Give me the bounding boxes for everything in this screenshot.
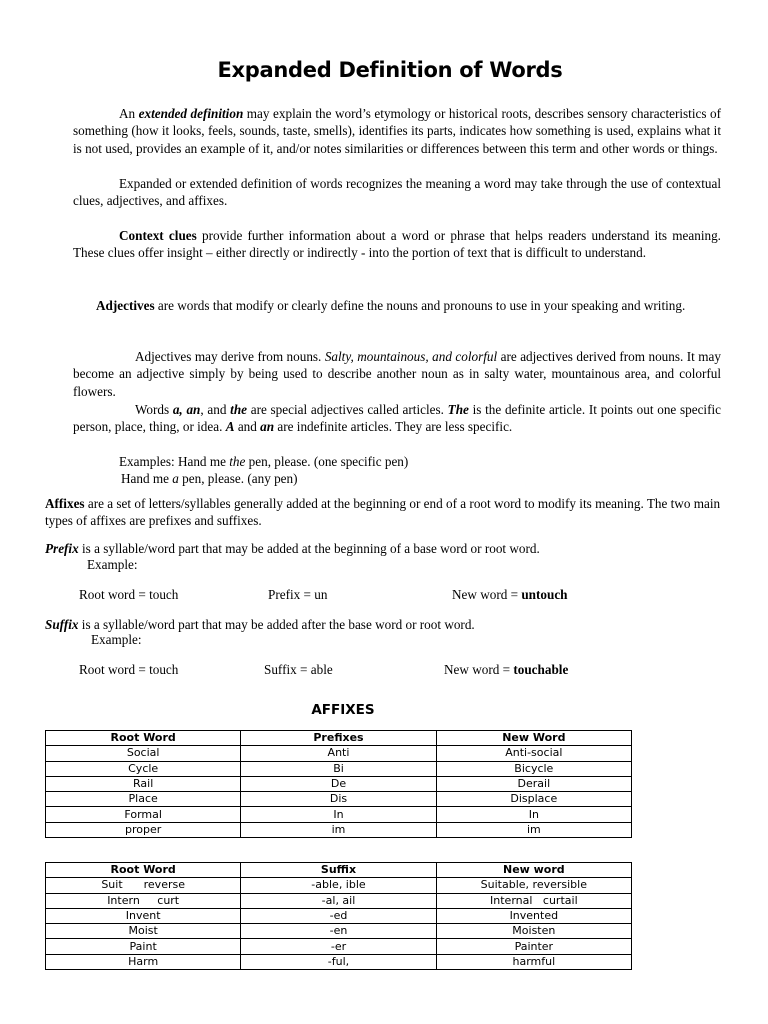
- table-row: [46, 908, 632, 923]
- table-cell: im: [436, 822, 631, 837]
- prefix-example-label: Example:: [87, 557, 138, 572]
- suffix-text: is a syllable/word part that may be added after the base word or root word.: [78, 617, 475, 632]
- affixes-text: are a set of letters/syllables generally added at the beginning or end of a root word to modify its meaning. The two main types of affixes are prefixes and suffixes.: [45, 496, 721, 529]
- table-cell: Formal: [46, 807, 241, 822]
- table-cell: Place: [46, 792, 241, 807]
- table-cell: harmful: [436, 954, 631, 969]
- extended-definition-term: extended definition: [138, 106, 244, 121]
- table-cell: Painter: [436, 939, 631, 954]
- context-clues-text: provide further information about a word or phrase that helps readers understand its meaning. These clues offer insight – either directly or indirectly - into the portion of text that is difficult to understand.: [73, 228, 721, 261]
- suffix-new-word-value: touchable: [513, 662, 569, 677]
- prefix-paragraph: [45, 540, 721, 557]
- table-cell: -er: [241, 939, 436, 954]
- table-cell: Anti-social: [436, 746, 631, 761]
- column-header: Root Word: [46, 731, 241, 746]
- article-the: the: [230, 402, 248, 417]
- adjectives-paragraph: [73, 297, 721, 314]
- column-header: Prefixes: [241, 731, 436, 746]
- table-cell: Displace: [436, 792, 631, 807]
- table-cell: Rail: [46, 776, 241, 791]
- p1-lead: An: [119, 106, 139, 121]
- table-cell: im: [241, 822, 436, 837]
- example-2-lead: Hand me: [121, 471, 173, 486]
- example-1-article: the: [229, 454, 246, 469]
- table-cell: Suit reverse: [46, 878, 241, 893]
- table-cell: Social: [46, 746, 241, 761]
- context-clues-paragraph: [73, 227, 721, 262]
- table-row: [46, 807, 632, 822]
- suffix-term: Suffix: [45, 617, 79, 632]
- p6-d: is the definite article. It points out one specific person, place, thing, or idea.: [73, 402, 721, 435]
- p6-b: , and: [200, 402, 231, 417]
- suffix-new-word-label: New word =: [444, 662, 514, 677]
- prefix-root-word: Root word = touch: [79, 587, 179, 602]
- example-2-tail: pen, please. (any pen): [178, 471, 298, 486]
- affixes-term: Affixes: [45, 496, 85, 511]
- table-cell: -ful,: [241, 954, 436, 969]
- suffix-example-label: Example:: [91, 632, 142, 647]
- table-header-row: [46, 863, 632, 878]
- prefix-term: Prefix: [45, 541, 79, 556]
- example-line-2: [121, 470, 298, 487]
- table-cell: Invented: [436, 908, 631, 923]
- p5-body: are adjectives derived from nouns. It may become an adjective simply by being used to describe another noun as in salty water, mountainous area, and colorful flowers.: [73, 349, 721, 399]
- table-row: [46, 822, 632, 837]
- table-row: [46, 939, 632, 954]
- table-cell: proper: [46, 822, 241, 837]
- table-cell: Dis: [241, 792, 436, 807]
- table-cell: Harm: [46, 954, 241, 969]
- expanded-definition-paragraph: [73, 175, 721, 210]
- adjectives-term: Adjectives: [96, 298, 155, 313]
- prefix-value: Prefix = un: [268, 587, 328, 602]
- table-cell: In: [436, 807, 631, 822]
- prefix-table: [45, 730, 632, 838]
- table-header-row: [46, 731, 632, 746]
- p5-lead: Adjectives may derive from nouns.: [135, 349, 325, 364]
- affixes-heading: AFFIXES: [311, 702, 375, 718]
- suffix-paragraph: [45, 616, 721, 633]
- table-cell: -able, ible: [241, 878, 436, 893]
- table-cell: Bi: [241, 761, 436, 776]
- extended-definition-paragraph: [73, 105, 721, 157]
- table-cell: Suitable, reversible: [436, 878, 631, 893]
- table-cell: Moisten: [436, 924, 631, 939]
- suffix-value: Suffix = able: [264, 662, 333, 677]
- suffix-root-word: Root word = touch: [79, 662, 179, 677]
- table-row: [46, 924, 632, 939]
- table-cell: Invent: [46, 908, 241, 923]
- table-cell: In: [241, 807, 436, 822]
- p6-e: and: [234, 419, 261, 435]
- p1-body: may explain the word’s etymology or historical roots, describes sensory characteristics of something (how it looks, feels, sounds, taste, smells), identifies its parts, indicates how something is used, explains what it is not used, provides an example of it, and/or notes similarities or differences between this term and other words or things.: [73, 106, 721, 156]
- p2-text: Expanded or extended definition of words recognizes the meaning a word may take through the use of contextual clues, adjectives, and affixes.: [73, 176, 721, 209]
- adjectives-text: are words that modify or clearly define the nouns and pronouns to use in your speaking and writing.: [154, 298, 686, 313]
- table-cell: -en: [241, 924, 436, 939]
- suffix-new-word: [444, 661, 568, 678]
- affixes-paragraph: [45, 495, 721, 530]
- page-title: Expanded Definition of Words: [217, 58, 563, 82]
- column-header: Root Word: [46, 863, 241, 878]
- table-cell: Paint: [46, 939, 241, 954]
- table-cell: Anti: [241, 746, 436, 761]
- table-cell: Cycle: [46, 761, 241, 776]
- table-cell: Internal curtail: [436, 893, 631, 908]
- prefix-new-word-value: untouch: [521, 587, 568, 602]
- adjectives-nouns-paragraph: [73, 348, 721, 400]
- prefix-new-word: [452, 586, 568, 603]
- articles-paragraph: [73, 401, 721, 436]
- example-line-1: [119, 453, 408, 470]
- article-a-an: a, an: [172, 402, 201, 417]
- context-clues-term: Context clues: [119, 228, 197, 243]
- column-header: New word: [436, 863, 631, 878]
- table-row: [46, 954, 632, 969]
- article-an: an: [260, 419, 275, 435]
- column-header: New Word: [436, 731, 631, 746]
- table-cell: De: [241, 776, 436, 791]
- column-header: Suffix: [241, 863, 436, 878]
- table-row: [46, 878, 632, 893]
- p6-a: Words: [135, 402, 173, 417]
- table-cell: -al, ail: [241, 893, 436, 908]
- p6-c: are special adjectives called articles.: [247, 402, 448, 417]
- table-cell: Bicycle: [436, 761, 631, 776]
- table-cell: Moist: [46, 924, 241, 939]
- adjective-examples: Salty, mountainous, and colorful: [324, 349, 498, 364]
- table-row: [46, 761, 632, 776]
- table-row: [46, 776, 632, 791]
- table-row: [46, 792, 632, 807]
- table-row: [46, 746, 632, 761]
- table-cell: -ed: [241, 908, 436, 923]
- suffix-table: [45, 862, 632, 970]
- prefix-text: is a syllable/word part that may be added at the beginning of a base word or root word.: [78, 541, 540, 556]
- example-1-tail: pen, please. (one specific pen): [245, 454, 409, 469]
- table-row: [46, 893, 632, 908]
- example-1-lead: Examples: Hand me: [119, 454, 230, 469]
- table-cell: Intern curt: [46, 893, 241, 908]
- example-2-article: a: [172, 471, 179, 486]
- article-the-capital: The: [447, 402, 469, 417]
- p6-f: are indefinite articles. They are less specific.: [274, 419, 513, 435]
- article-a-capital: A: [225, 419, 235, 435]
- prefix-new-word-label: New word =: [452, 587, 522, 602]
- table-cell: Derail: [436, 776, 631, 791]
